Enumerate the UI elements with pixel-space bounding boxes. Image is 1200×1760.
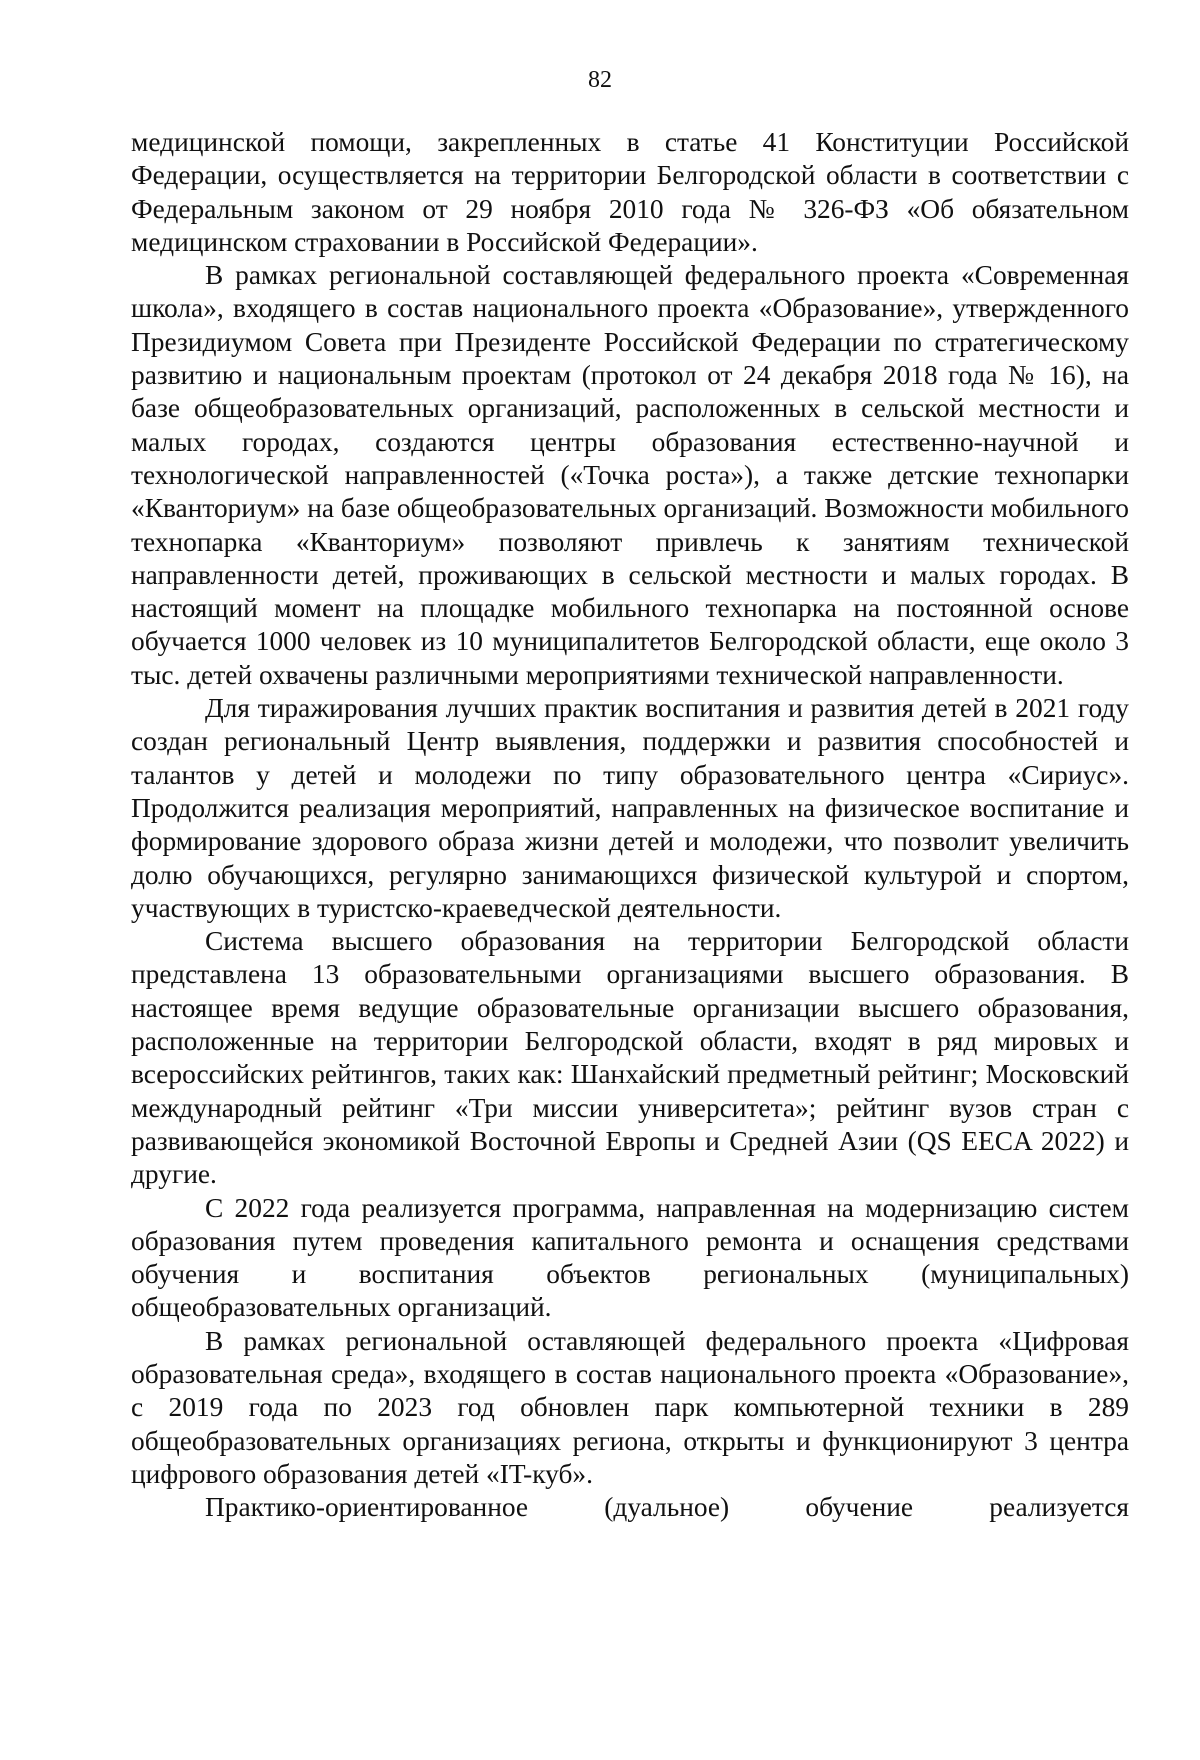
page-number: 82 [588,67,612,93]
paragraph: В рамках региональной оставляющей федерального проекта «Цифровая образовательная среда», входящего в состав национального проекта «Образование», с 2019 года по 2023 год обновлен парк компьютерной техники в 289 общеобразовательных организациях региона, открыты и функционируют 3 центра цифрового образования детей «IT-куб». [131,1325,1129,1489]
paragraph: Система высшего образования на территории Белгородской области представлена 13 образовательными организациями высшего образования. В настоящее время ведущие образовательные организации высшего образования, расположенные на территории Белгородской области, входят в ряд мировых и всероссийских рейтингов, таких как: Шанхайский предметный рейтинг; Московский международный рейтинг «Три миссии университета»; рейтинг вузов стран с развивающейся экономикой Восточной Европы и Средней Азии (QS EECA 2022) и другие. [131,926,1129,1190]
paragraph: Для тиражирования лучших практик воспитания и развития детей в 2021 году создан региональный Центр выявления, поддержки и развития способностей и талантов у детей и молодежи по типу образовательного центра «Сириус». Продолжится реализация мероприятий, направленных на физическое воспитание и формирование здорового образа жизни детей и молодежи, что позволит увеличить долю обучающихся, регулярно занимающихся физической культурой и спортом, участвующих в туристско-краеведческой деятельности. [131,693,1129,923]
paragraph: медицинской помощи, закрепленных в статье 41 Конституции Российской Федерации, осуществляется на территории Белгородской области в соответствии с Федеральным законом от 29 ноября 2010 года № 326-ФЗ «Об обязательном медицинском страховании в Российской Федерации». [131,127,1129,257]
paragraph: В рамках региональной составляющей федерального проекта «Современная школа», входящего в состав национального проекта «Образование», утвержденного Президиумом Совета при Президенте Российской Федерации по стратегическому развитию и национальным проектам (протокол от 24 декабря 2018 года № 16), на базе общеобразовательных организаций, расположенных в сельской местности и малых городах, создаются центры образования естественно-научной и технологической направленностей («Точка роста»), а также детские технопарки «Кванториум» на базе общеобразовательных организаций. Возможности мобильного технопарка «Кванториум» позволяют привлечь к занятиям технической направленности детей, проживающих в сельской местности и малых городах. В настоящий момент на площадке мобильного технопарка на постоянной основе обучается 1000 человек из 10 муниципалитетов Белгородской области, еще около 3 тыс. детей охвачены различными мероприятиями технической направленности. [131,260,1129,690]
document-body [131,126,1129,1524]
paragraph: Практико-ориентированное (дуальное) обучение реализуется [205,1492,1129,1523]
paragraph: С 2022 года реализуется программа, направленная на модернизацию систем образования путем проведения капитального ремонта и оснащения средствами обучения и воспитания объектов региональных (муниципальных) общеобразовательных организаций. [131,1192,1129,1323]
